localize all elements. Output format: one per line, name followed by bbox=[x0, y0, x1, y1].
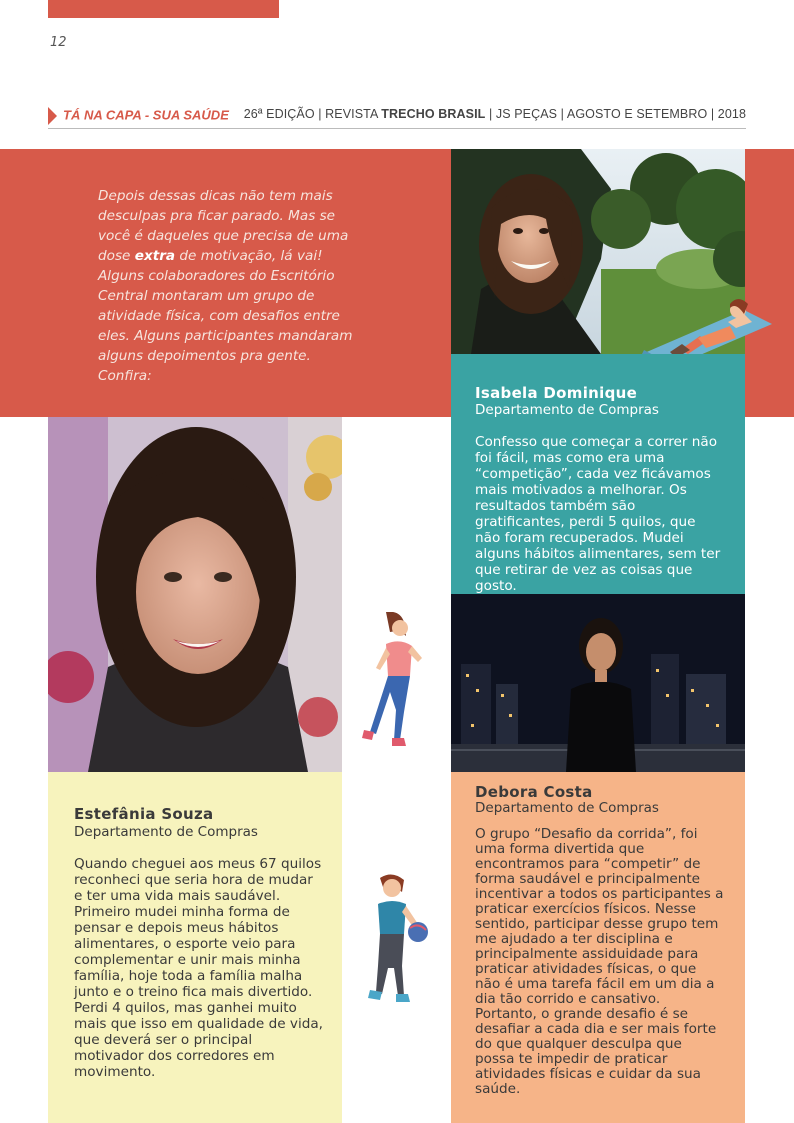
testimonial-department: Departamento de Compras bbox=[475, 402, 659, 418]
top-accent-bar bbox=[48, 0, 279, 18]
testimonial-text: Confesso que começar a correr não foi fácil, mas como era uma “competição”, cada vez ficávamos mais motivados a melhorar. Os resultados também são gratificantes, perdi 5 quilos, que não foram recuperados. Mudei alguns hábitos alimentares, sem ter que retirar de vez as coisas que gosto. bbox=[475, 434, 721, 594]
masthead-suffix: | JS PEÇAS | AGOSTO E SETEMBRO | 2018 bbox=[485, 107, 746, 121]
photo-estefania bbox=[48, 417, 342, 772]
intro-emphasis: extra bbox=[134, 248, 176, 264]
intro-text-2: de motivação, lá vai! Alguns colaboradores do Escritório Central montaram um grupo de atividade física, com desafios entre eles. Alguns participantes mandaram alguns depoimentos pra gente. Confira: bbox=[98, 248, 353, 384]
masthead-magazine: TRECHO BRASIL bbox=[381, 107, 486, 121]
testimonial-text: O grupo “Desafio da corrida”, foi uma forma divertida que encontramos para “competir” de forma saudável e principalmente incentivar a todos os participantes a praticar exercícios físicos. Nesse sentido, participar desse grupo tem me ajudado a ter disciplina e principalmente assiduidade para praticar atividades físicas, o que não é uma tarefa fácil em um dia a dia tão corrido e cansativo. Portanto, o grande desafio é se desafiar a cada dia e ser mais forte do que qualquer desculpa que possa te impedir de praticar atividades físicas e cuidar da sua saúde. bbox=[475, 826, 724, 1097]
testimonial-name: Isabela Dominique bbox=[475, 384, 638, 402]
section-arrow-icon bbox=[48, 107, 57, 125]
testimonial-department: Departamento de Compras bbox=[475, 800, 659, 816]
photo-debora-image bbox=[451, 594, 745, 772]
photo-debora bbox=[451, 594, 745, 772]
section-label-text: TÁ NA CAPA - SUA SAÚDE bbox=[63, 107, 229, 123]
testimonial-name: Estefânia Souza bbox=[74, 805, 214, 823]
intro-paragraph bbox=[98, 186, 360, 386]
photo-estefania-image bbox=[48, 417, 342, 772]
testimonial-name: Debora Costa bbox=[475, 783, 593, 801]
woman-with-ball-icon bbox=[362, 872, 432, 1006]
page-number: 12 bbox=[50, 35, 67, 50]
intro-text-1: Depois dessas dicas não tem mais desculpas pra ficar parado. Mas se você é daqueles que precisa de uma dose bbox=[98, 188, 349, 264]
section-label bbox=[48, 107, 229, 125]
exercise-ball-illustration bbox=[362, 872, 432, 1006]
runner-illustration bbox=[360, 612, 432, 752]
testimonial-department: Departamento de Compras bbox=[74, 824, 258, 840]
masthead bbox=[244, 107, 746, 121]
masthead-prefix: 26ª EDIÇÃO | REVISTA bbox=[243, 107, 382, 121]
testimonial-text: Quando cheguei aos meus 67 quilos reconheci que seria hora de mudar e ter uma vida mais saudável. Primeiro mudei minha forma de pensar e depois meus hábitos alimentares, o esporte veio para complementar e unir mais minha família, hoje toda a família malha junto e o treino fica mais divertido. Perdi 4 quilos, mas ganhei muito mais que isso em qualidade de vida, que deverá ser o principal motivador dos corredores em movimento. bbox=[74, 856, 324, 1080]
woman-running-icon bbox=[360, 612, 432, 752]
header-divider bbox=[48, 128, 746, 129]
